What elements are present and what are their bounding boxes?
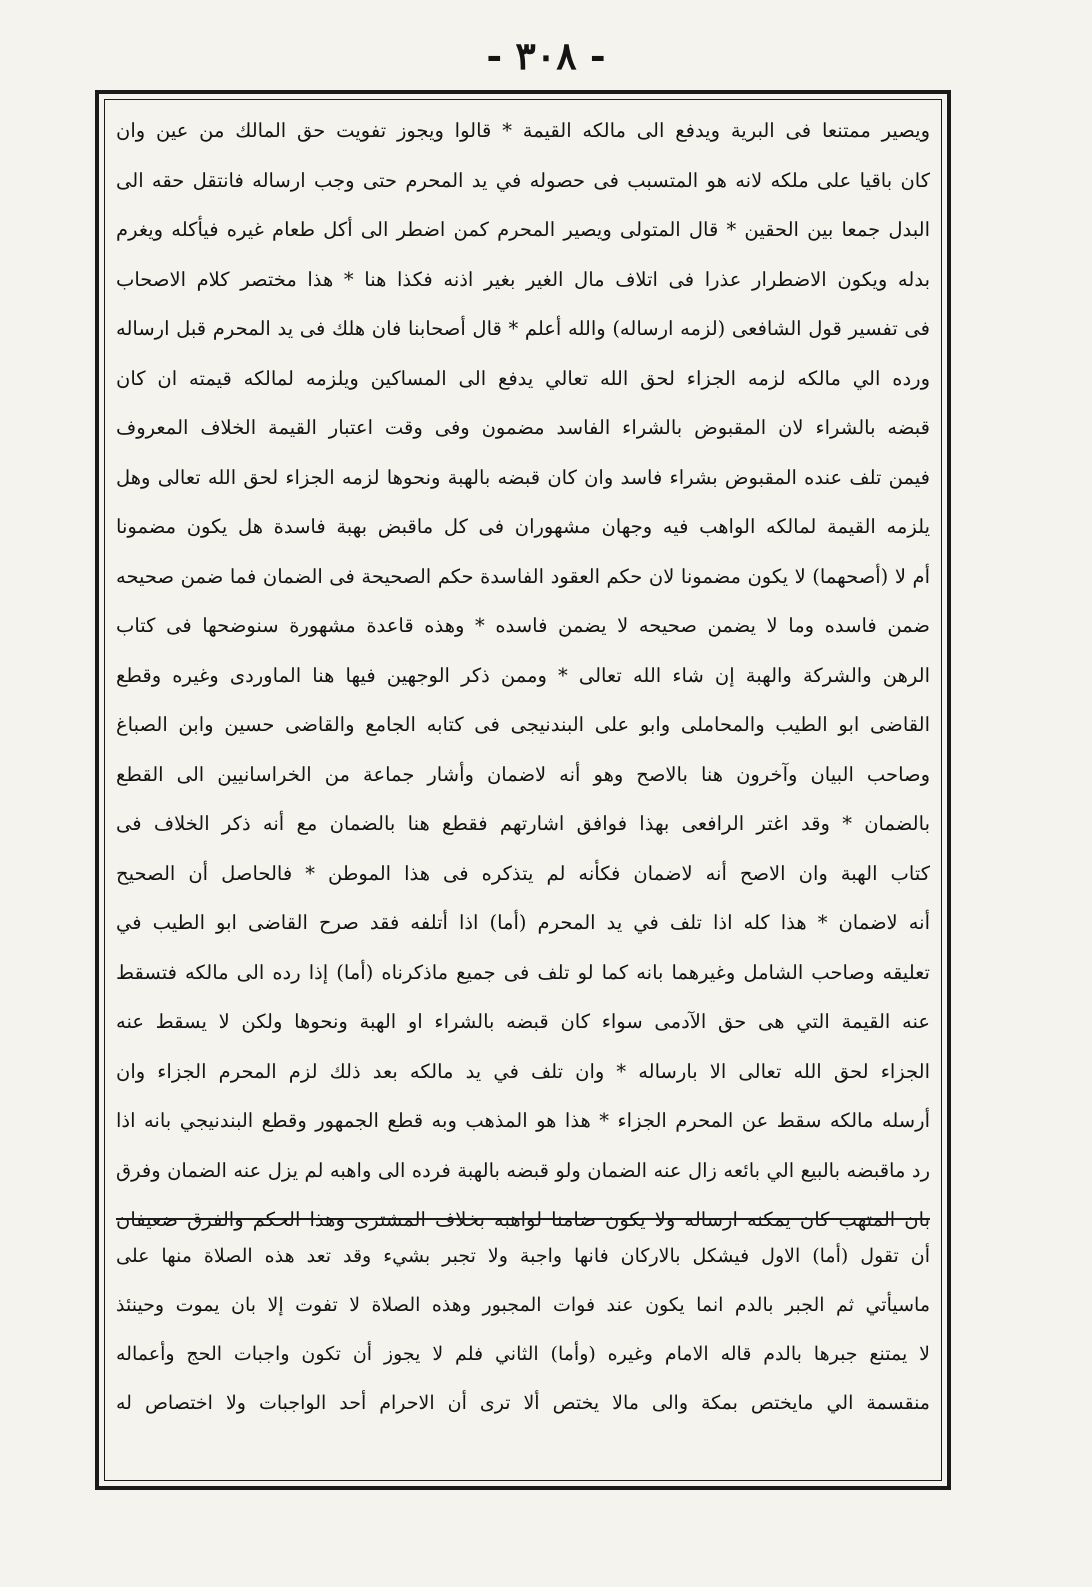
text-line: قبضه بالشراء لان المقبوض بالشراء الفاسد مضمون وفى وقت اعتبار القيمة الخلاف المعروف bbox=[116, 416, 930, 439]
text-line: أنه لاضمان * هذا كله اذا تلف في يد المحرم (أما) اذا أتلفه فقد صرح القاضى ابو الطيب في bbox=[116, 911, 930, 934]
text-line: عنه القيمة التي هى حق الآدمى سواء كان قبضه بالشراء او الهبة ونحوها ولكن لا يسقط عنه bbox=[116, 1010, 930, 1033]
text-line: ويصير ممتنعا فى البرية ويدفع الى مالكه القيمة * قالوا ويجوز تفويت حق المالك من عين وان bbox=[116, 119, 930, 142]
text-line: فى تفسير قول الشافعى (لزمه ارساله) والله أعلم * قال أصحابنا فان هلك فى يد المحرم قبل ارساله bbox=[116, 317, 930, 340]
page-number: - ٣٠٨ - bbox=[486, 33, 606, 78]
text-line: ورده الي مالكه لزمه الجزاء لحق الله تعالي يدفع الى المساكين ويلزمه لمالكه قيمته ان كان bbox=[116, 366, 930, 390]
text-line: تعليقه وصاحب الشامل وغيرهما بانه كما لو تلف فى جميع ماذكرناه (أما) إذا رده الى مالكه فتسقط bbox=[116, 960, 930, 984]
text-line: كتاب الهبة وان الاصح أنه لاضمان فكأنه لم يتذكره فى هذا الموطن * فالحاصل أن الصحيح bbox=[116, 861, 930, 885]
text-line: يلزمه القيمة لمالكه الواهب فيه وجهان مشهوران فى كل ماقبض بهبة فاسدة هل يكون مضمونا bbox=[116, 515, 930, 538]
footnote-divider bbox=[116, 1218, 930, 1220]
text-line: القاضى ابو الطيب والمحاملى وابو على البندنيجى فى كتابه الجامع والقاضى حسين وابن الصباغ bbox=[116, 713, 930, 736]
text-line: ضمن فاسده وما لا يضمن صحيحه لا يضمن فاسده * وهذه قاعدة مشهورة سنوضحها فى كتاب bbox=[116, 614, 930, 637]
footnote-body bbox=[116, 1232, 930, 1428]
text-line: رد ماقبضه بالبيع الي بائعه زال عنه الضمان ولو قبضه بالهبة فرده الى واهبه لم يزل عنه الضمان وفرق bbox=[116, 1158, 930, 1182]
main-text-body bbox=[116, 106, 930, 1245]
text-line: الجزاء لحق الله تعالى الا بارساله * وان تلف في يد مالكه بعد ذلك لزم المحرم الجزاء وان bbox=[116, 1059, 930, 1083]
text-line: بالضمان * وقد اغتر الرافعى بهذا فوافق اشارتهم فقطع هنا بالضمان مع أنه ذكر الخلاف فى bbox=[116, 812, 930, 835]
text-line: البدل جمعا بين الحقين * قال المتولى ويصير المحرم كمن اضطر الى أكل طعام غيره فيأكله ويغرم bbox=[116, 218, 930, 241]
footnote-line: أن تقول (أما) الاول فيشكل بالاركان فانها واجبة ولا تجبر بشيء وقد تعد هذه الصلاة منها على bbox=[116, 1245, 930, 1267]
text-line: وصاحب البيان وآخرون هنا بالاصح وهو أنه لاضمان وأشار جماعة من الخراسانيين الى القطع bbox=[116, 762, 930, 786]
footnote-line: منقسمة الي مايختص بمكة والى مالا يختص ألا ترى أن الاحرام أحد الواجبات ولا اختصاص له bbox=[116, 1392, 930, 1414]
text-line: الرهن والشركة والهبة إن شاء الله تعالى * وممن ذكر الوجهين فيها هنا الماوردى وغيره وقطع bbox=[116, 663, 930, 687]
footnote-line: لا يمتنع جبرها بالدم قاله الامام وغيره (وأما) الثاني فلم لا يجوز أن تكون واجبات الحج وأعماله bbox=[116, 1343, 930, 1365]
text-line: أم لا (أصحهما) لا يكون مضمونا لان حكم العقود الفاسدة حكم الصحيحة فى الضمان فما ضمن صحيحه bbox=[116, 564, 930, 588]
text-line: فيمن تلف عنده المقبوض بشراء فاسد وان كان قبضه بالهبة ونحوها لزمه الجزاء لحق الله تعالى وهل bbox=[116, 465, 930, 489]
text-line: بدله ويكون الاضطرار عذرا فى اتلاف مال الغير بغير اذنه فكذا هنا * هذا مختصر كلام الاصحاب bbox=[116, 267, 930, 291]
footnote-line: ماسيأتي ثم الجبر بالدم انما يكون عند فوات المجبور وهذه الصلاة لا تفوت إلا بان يموت وحينئذ bbox=[116, 1294, 930, 1316]
text-line: كان باقيا على ملكه لانه هو المتسبب فى حصوله في يد المحرم حتى وجب ارساله فانتقل حقه الى bbox=[116, 168, 930, 192]
text-line: بان المتهب كان يمكنه ارساله ولا يكون ضامنا لواهبه بخلاف المشترى وهذا الحكم والفرق ضعيفان bbox=[116, 1208, 930, 1231]
text-line: أرسله مالكه سقط عن المحرم الجزاء * هذا هو المذهب وبه قطع الجمهور وقطع البندنيجي بانه اذا bbox=[116, 1109, 930, 1132]
